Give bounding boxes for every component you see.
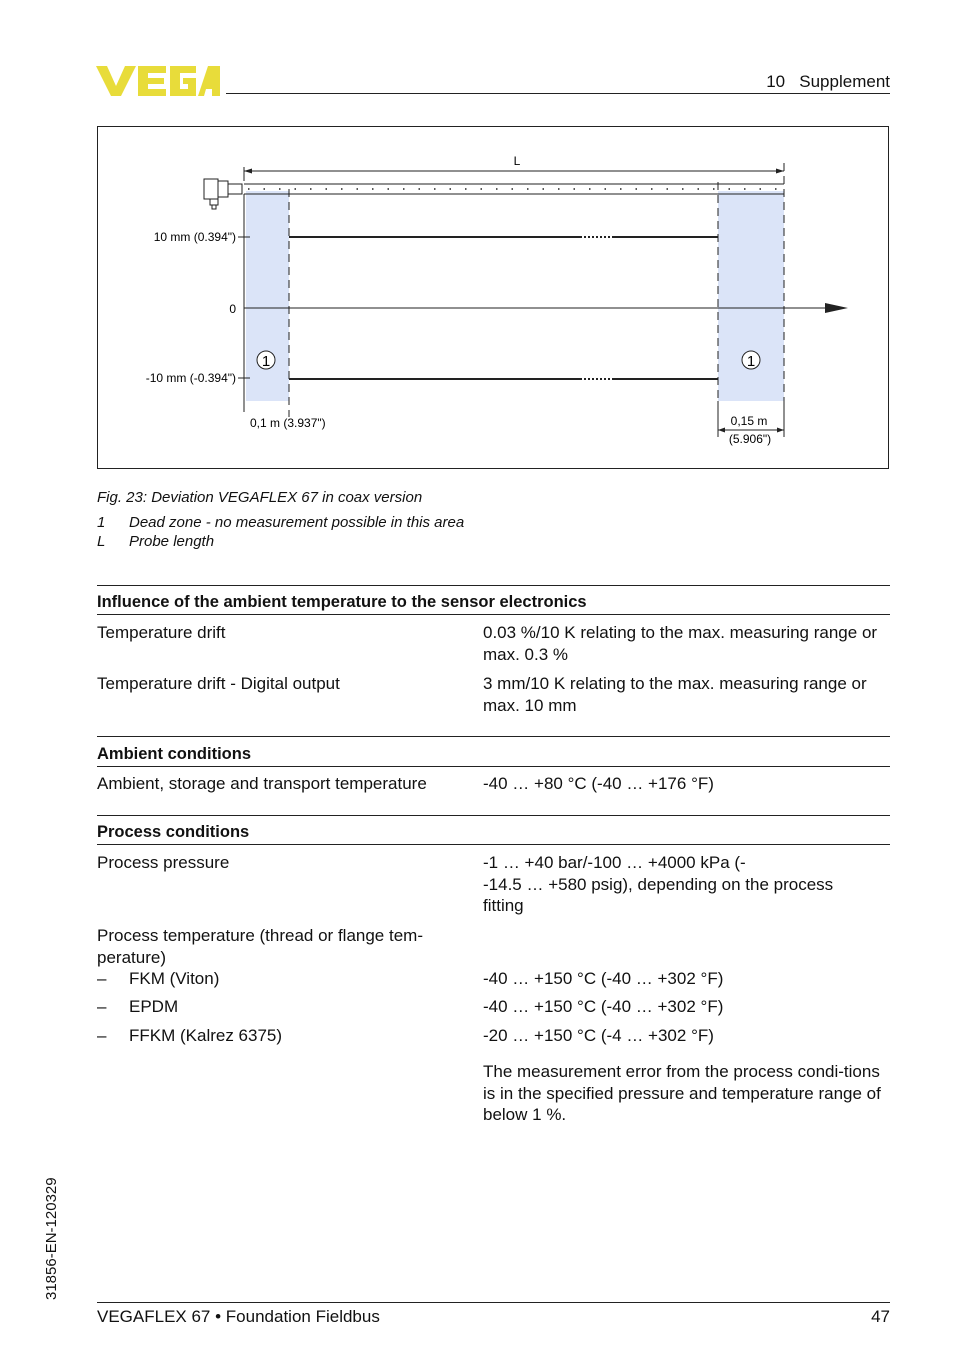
spec-value: -40 … +150 °C (-40 … +302 °F) xyxy=(483,969,724,988)
section-rule xyxy=(97,614,890,615)
brand-text: VEGA xyxy=(96,62,99,63)
zone-marker-1-right-label: 1 xyxy=(746,353,756,370)
page-number: 47 xyxy=(871,1307,890,1326)
section-rule xyxy=(97,766,890,767)
bottom-distance-inch-label: (5.906") xyxy=(728,432,772,446)
axis-arrow-icon xyxy=(825,303,848,313)
measurement-note: The measurement error from the process condi-tions is in the specified pressure and temperature range of below 1 %. xyxy=(483,1062,881,1124)
section-heading: Process conditions xyxy=(97,823,250,841)
figure-caption: Fig. 23: Deviation VEGAFLEX 67 in coax version xyxy=(97,489,423,506)
tick-label-neg: -10 mm (-0.394") xyxy=(145,371,236,385)
footer-rule xyxy=(97,1302,890,1303)
section-rule xyxy=(97,844,890,845)
section-rule xyxy=(97,815,890,816)
seal-item: – FKM (Viton) xyxy=(97,969,220,988)
spec-value: 0.03 %/10 K relating to the max. measuring range or max. 0.3 % xyxy=(483,623,878,664)
legend-item: 1 Dead zone - no measurement possible in this area xyxy=(97,514,465,531)
spec-value: -40 … +150 °C (-40 … +302 °F) xyxy=(483,997,724,1016)
seal-item: – FFKM (Kalrez 6375) xyxy=(97,1026,283,1045)
length-label: L xyxy=(513,154,521,168)
section-title: 10 Supplement xyxy=(766,72,890,91)
top-distance-label: 0,1 m (3.937") xyxy=(250,416,326,430)
deviation-figure xyxy=(97,126,889,469)
spec-value: -20 … +150 °C (-4 … +302 °F) xyxy=(483,1026,714,1045)
seal-item: – EPDM xyxy=(97,997,179,1016)
spec-value: 3 mm/10 K relating to the max. measuring range or max. 10 mm xyxy=(483,674,867,715)
bottom-distance-label: 0,15 m xyxy=(730,414,768,428)
spec-label: Process temperature (thread or flange tem-perature) xyxy=(97,926,423,967)
section-heading: Influence of the ambient temperature to the sensor electronics xyxy=(97,593,587,611)
spec-label: Ambient, storage and transport temperature xyxy=(97,774,427,793)
vega-logo xyxy=(96,62,220,98)
section-rule xyxy=(97,585,890,586)
header-rule xyxy=(226,93,890,94)
spec-value: -40 … +80 °C (-40 … +176 °F) xyxy=(483,774,714,793)
section-rule xyxy=(97,736,890,737)
spec-label: Process pressure xyxy=(97,853,230,872)
document-id: 31856-EN-120329 xyxy=(43,1177,60,1300)
spec-label: Temperature drift - Digital output xyxy=(97,674,340,693)
spec-label: Temperature drift xyxy=(97,623,226,642)
tick-label-zero: 0 xyxy=(229,302,236,316)
section-heading: Ambient conditions xyxy=(97,745,251,763)
product-name: VEGAFLEX 67 • Foundation Fieldbus xyxy=(97,1307,380,1326)
legend-item: L Probe length xyxy=(97,533,215,550)
zone-marker-1-left-label: 1 xyxy=(261,353,271,370)
spec-value: -1 … +40 bar/-100 … +4000 kPa (- -14.5 … +580 psig), depending on the process fitting xyxy=(483,853,834,915)
sensor-head-icon xyxy=(204,179,242,209)
tick-label-pos: 10 mm (0.394") xyxy=(153,230,236,244)
